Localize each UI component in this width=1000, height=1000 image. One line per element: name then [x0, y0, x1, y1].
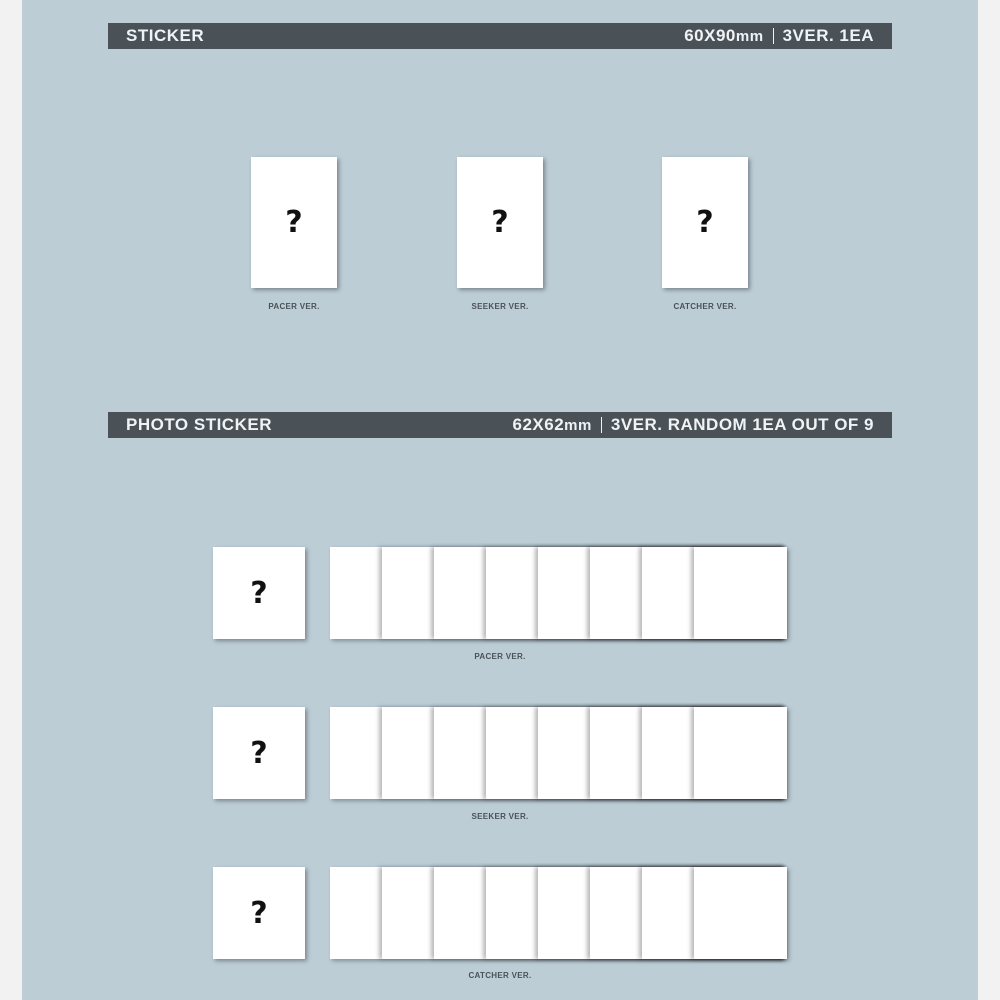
photo-sticker-card-catcher: [213, 867, 305, 959]
question-mark-icon: ?: [491, 205, 509, 240]
sticker-card-pacer: [251, 157, 337, 288]
photo-sheet: [694, 547, 787, 639]
question-mark-icon: ?: [250, 575, 268, 611]
question-mark-icon: ?: [250, 735, 268, 771]
question-mark-icon: ?: [285, 205, 303, 240]
sticker-title: STICKER: [126, 26, 205, 45]
photo-sticker-size: [513, 415, 592, 435]
page-background: [22, 0, 978, 1000]
photo-sticker-title: PHOTO STICKER: [126, 415, 272, 434]
photo-sheet: [694, 707, 787, 799]
photo-sticker-spec: [513, 415, 875, 435]
sticker-spec: [684, 26, 874, 46]
divider: [773, 28, 774, 44]
photo-sticker-caption-pacer: PACER VER.: [474, 652, 526, 661]
photo-sticker-caption-seeker: SEEKER VER.: [471, 812, 529, 821]
photo-sticker-header-bar: [108, 412, 892, 438]
sticker-header-bar: [108, 23, 892, 49]
photo-sticker-detail: 3VER. RANDOM 1EA OUT OF 9: [610, 415, 874, 434]
photo-sticker-stack-catcher: [330, 867, 787, 959]
sticker-size-value: 60X90: [684, 26, 736, 45]
photo-sticker-size-value: 62X62: [512, 415, 565, 434]
photo-sticker-caption-catcher: CATCHER VER.: [468, 971, 532, 980]
photo-sticker-stack-pacer: [330, 547, 787, 639]
question-mark-icon: ?: [250, 895, 268, 931]
photo-sticker-stack-seeker: [330, 707, 787, 799]
sticker-caption-seeker: SEEKER VER.: [471, 302, 529, 311]
sticker-size-unit: mm: [735, 28, 764, 45]
sticker-card-seeker: [457, 157, 543, 288]
sticker-caption-catcher: CATCHER VER.: [673, 302, 737, 311]
sticker-card-catcher: [662, 157, 748, 288]
photo-sheet: [694, 867, 787, 959]
photo-sticker-size-unit: mm: [564, 417, 592, 434]
sticker-size: [684, 26, 763, 46]
sticker-detail: 3VER. 1EA: [782, 26, 874, 45]
divider: [601, 417, 602, 433]
sticker-caption-pacer: PACER VER.: [268, 302, 320, 311]
photo-sticker-card-seeker: [213, 707, 305, 799]
photo-sticker-card-pacer: [213, 547, 305, 639]
question-mark-icon: ?: [696, 205, 714, 240]
